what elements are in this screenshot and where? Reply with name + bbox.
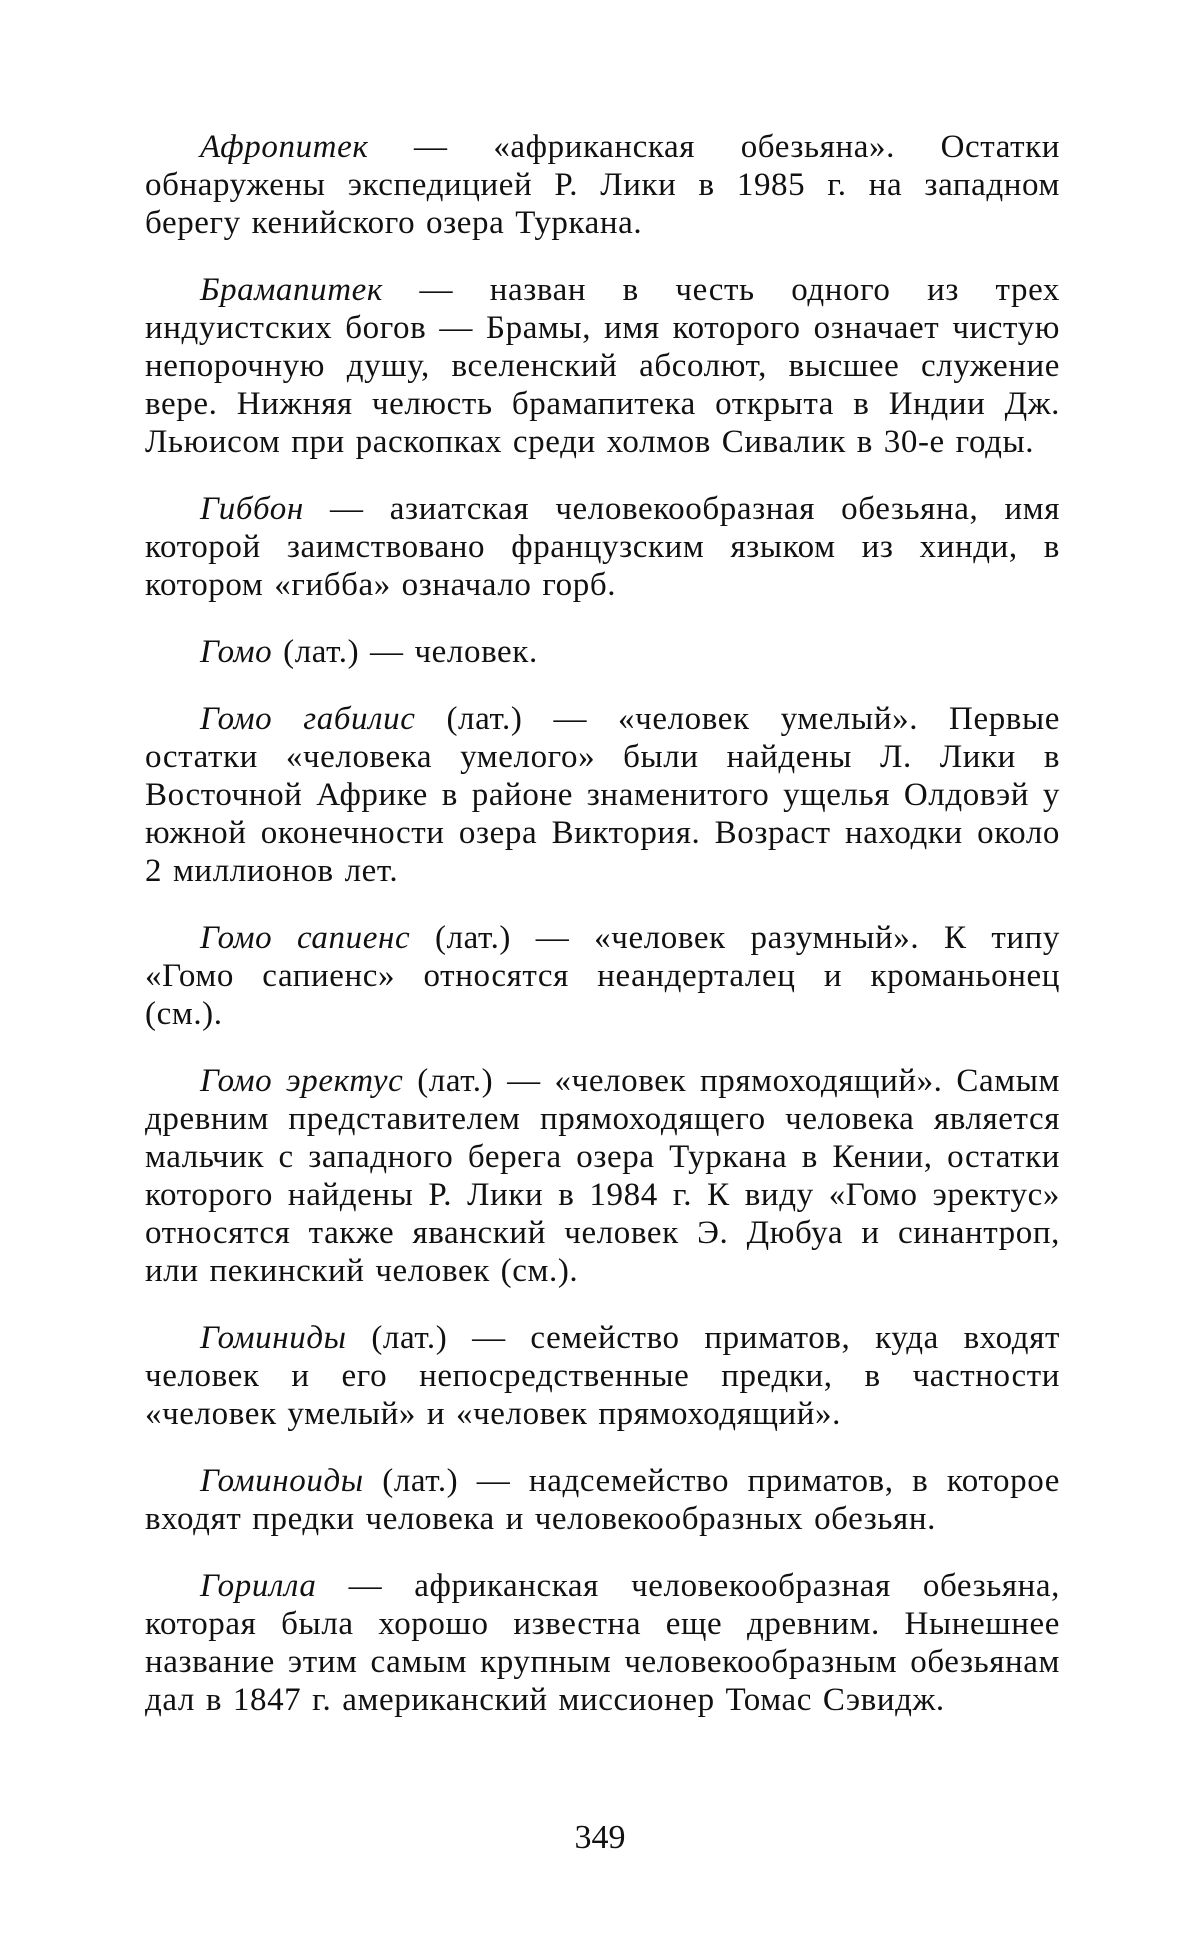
entry-gomo [145, 633, 1060, 671]
entry-text: (лат.) — человек. [272, 634, 538, 670]
entry-gomo-gabilis [145, 700, 1060, 890]
entry-text: (лат.) — «человек разумный». К типу «Гомо сапиенс» относятся неандерталец и кроманьонец (см.). [145, 920, 1060, 1032]
page-number: 349 [574, 1819, 626, 1856]
entry-term: Гиббон [200, 491, 304, 527]
entry-term: Афропитек [200, 129, 369, 165]
entry-afropitek [145, 128, 1060, 242]
entry-gominoidy [145, 1462, 1060, 1538]
entry-gominidy [145, 1319, 1060, 1433]
entry-term: Гомо эректус [200, 1063, 404, 1099]
entry-term: Горилла [200, 1568, 317, 1604]
entry-gomo-sapiens [145, 919, 1060, 1033]
entry-term: Гомо [200, 634, 273, 670]
book-page [145, 128, 1060, 1748]
entry-term: Гомо габилис [200, 701, 416, 737]
entry-term: Гоминоиды [200, 1463, 364, 1499]
entry-text: — назван в честь одного из трех индуистских богов — Брамы, имя которого означает чистую непорочную душу, вселенский абсолют, высшее служение вере. Нижняя челюсть брамапитека открыта в Индии Дж. Льюисом при раскопках среди холмов Сивалик в 30-е годы. [145, 272, 1060, 460]
entry-text: (лат.) — семейство приматов, куда входят человек и его непосредственные предки, в частности «человек умелый» и «человек прямоходящий». [145, 1320, 1060, 1432]
entry-term: Гомо сапиенс [200, 920, 411, 956]
entry-gibbon [145, 490, 1060, 604]
entry-text: — азиатская человекообразная обезьяна, имя которой заимствовано французским языком из хинди, в котором «гибба» означало горб. [145, 491, 1060, 603]
entry-term: Брамапитек [200, 272, 383, 308]
entry-text: (лат.) — «человек прямоходящий». Самым древним представителем прямоходящего человека является мальчик с западного берега озера Туркана в Кении, остатки которого найдены Р. Лики в 1984 г. К виду «Гомо эректус» относятся также яванский человек Э. Дюбуа и синантроп, или пекинский человек (см.). [145, 1063, 1060, 1289]
entry-gorilla [145, 1567, 1060, 1719]
entry-term: Гоминиды [200, 1320, 347, 1356]
entry-text: (лат.) — надсемейство приматов, в которое входят предки человека и человекообразных обезьян. [145, 1463, 1060, 1537]
entry-text: — «африканская обезьяна». Остатки обнаружены экспедицией Р. Лики в 1985 г. на западном берегу кенийского озера Туркана. [145, 129, 1060, 241]
entry-text: (лат.) — «человек умелый». Первые остатки «человека умелого» были найдены Л. Лики в Восточной Африке в районе знаменитого ущелья Олдовэй у южной оконечности озера Виктория. Возраст находки около 2 миллионов лет. [145, 701, 1061, 889]
entry-bramapitek [145, 271, 1060, 461]
entry-text: — африканская человекообразная обезьяна, которая была хорошо известна еще древним. Нынешнее название этим самым крупным человекообразным обезьянам дал в 1847 г. американский миссионер Томас Сэвидж. [145, 1568, 1060, 1718]
entry-gomo-erektus [145, 1062, 1060, 1290]
